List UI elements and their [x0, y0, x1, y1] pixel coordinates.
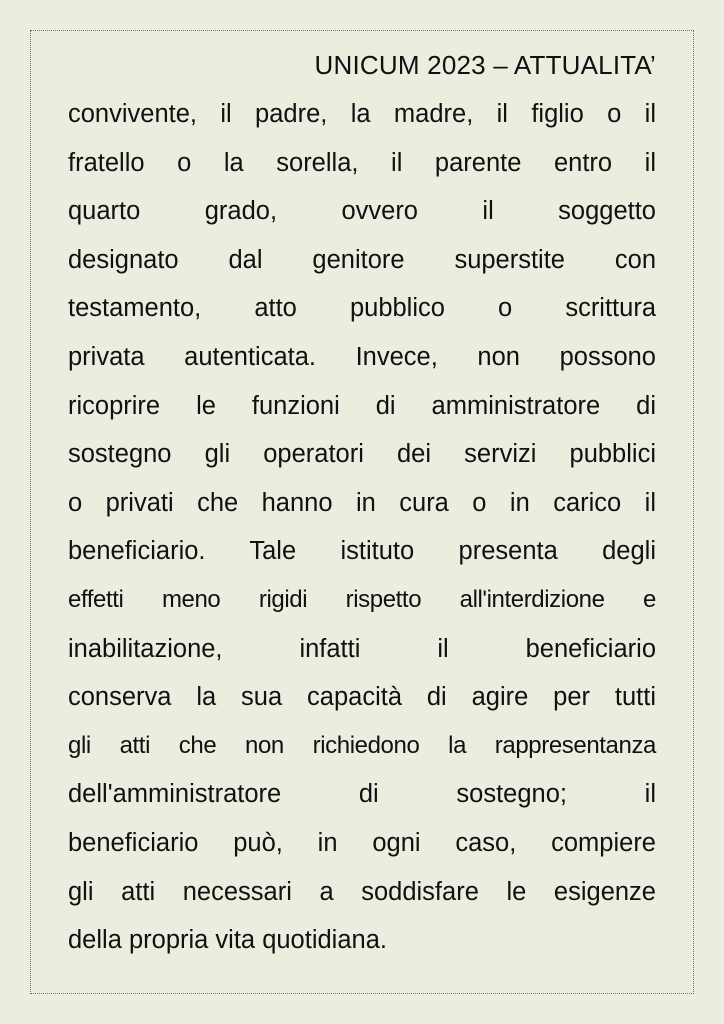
- text-line: beneficiario può, in ogni caso, compiere: [68, 828, 656, 857]
- text-line: inabilitazione, infatti il beneficiario: [68, 634, 656, 663]
- text-line: gli atti che non richiedono la rappresentanza: [68, 731, 656, 759]
- text-line: effetti meno rigidi rispetto all'interdizione e: [68, 585, 656, 613]
- text-line: dell'amministratore di sostegno; il: [68, 780, 656, 809]
- text-line: sostegno gli operatori dei servizi pubblici: [68, 440, 656, 469]
- text-line: privata autenticata. Invece, non possono: [68, 342, 656, 371]
- text-line: quarto grado, ovvero il soggetto: [68, 197, 656, 226]
- text-line: ricoprire le funzioni di amministratore di: [68, 391, 656, 420]
- text-line: beneficiario. Tale istituto presenta degli: [68, 537, 656, 566]
- text-line: gli atti necessari a soddisfare le esigenze: [68, 877, 656, 906]
- text-line: testamento, atto pubblico o scrittura: [68, 294, 656, 323]
- text-line: o privati che hanno in cura o in carico il: [68, 488, 656, 517]
- text-line: della propria vita quotidiana.: [68, 926, 387, 955]
- page-header: UNICUM 2023 – ATTUALITA’: [314, 50, 656, 80]
- text-line: designato dal genitore superstite con: [68, 245, 656, 274]
- text-line: conserva la sua capacità di agire per tutti: [68, 683, 656, 712]
- body-paragraph: [68, 90, 656, 965]
- text-line: fratello o la sorella, il parente entro il: [68, 148, 656, 177]
- text-line: convivente, il padre, la madre, il figlio o il: [68, 100, 656, 128]
